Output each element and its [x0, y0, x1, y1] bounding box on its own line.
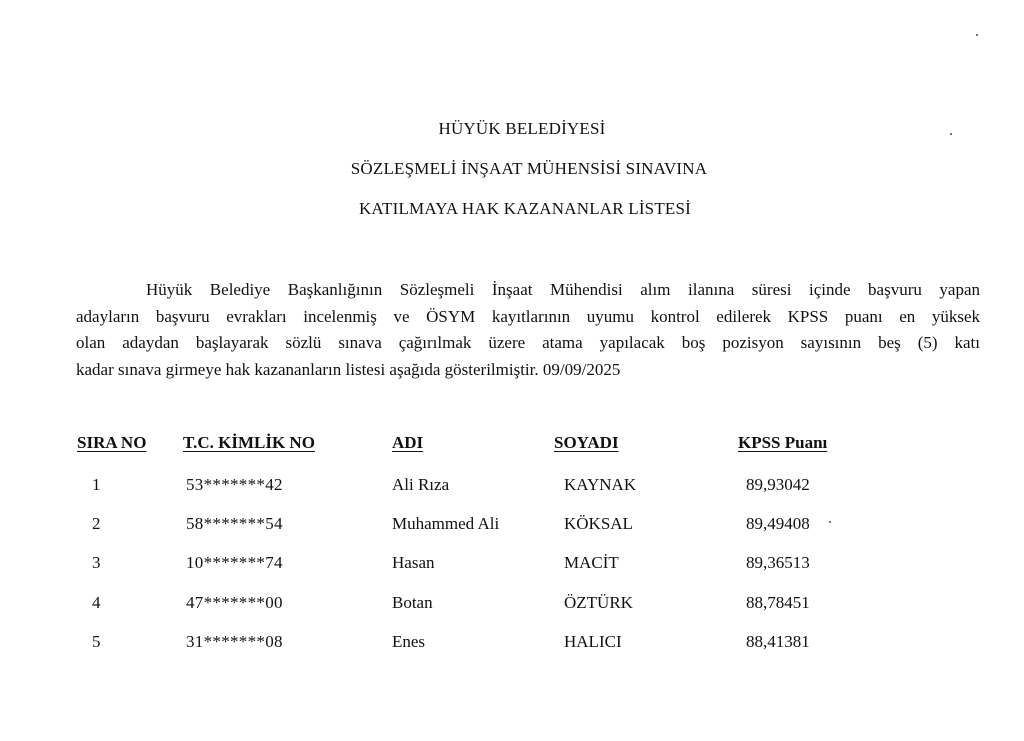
- cell-adi: Muhammed Ali: [392, 514, 500, 533]
- cell-soyadi: KÖKSAL: [564, 514, 633, 533]
- cell-soyadi: ÖZTÜRK: [564, 593, 633, 612]
- list-title: KATILMAYA HAK KAZANANLAR LİSTESİ: [358, 199, 692, 218]
- announcement-paragraph: [76, 277, 980, 383]
- cell-kpss: 88,78451: [746, 593, 810, 612]
- cell-soyadi: KAYNAK: [564, 475, 637, 494]
- cell-tc: 53*******42: [186, 475, 283, 494]
- cell-kpss: 89,36513: [746, 553, 810, 572]
- header-soyadi: SOYADI: [554, 433, 619, 452]
- header-tc-kimlik-no: T.C. KİMLİK NO: [183, 433, 315, 452]
- cell-soyadi: MACİT: [564, 553, 619, 572]
- cell-sira: 2: [92, 514, 101, 533]
- cell-sira: 3: [92, 553, 101, 572]
- cell-kpss: 89,49408: [746, 514, 810, 533]
- cell-kpss: 89,93042: [746, 475, 810, 494]
- cell-adi: Botan: [392, 593, 433, 612]
- cell-adi: Hasan: [392, 553, 435, 572]
- institution-title: HÜYÜK BELEDİYESİ: [438, 119, 606, 138]
- cell-sira: 1: [92, 475, 101, 494]
- cell-adi: Enes: [392, 632, 426, 651]
- paragraph-line: olan adaydan başlayarak sözlü sınava çağırılmak üzere atama yapılacak boş pozisyon sayısının beş (5) katı: [76, 333, 980, 352]
- cell-kpss: 88,41381: [746, 632, 810, 651]
- cell-tc: 10*******74: [186, 553, 283, 572]
- cell-tc: 47*******00: [186, 593, 283, 612]
- exam-title: SÖZLEŞMELİ İNŞAAT MÜHENSİSİ SINAVINA: [350, 159, 708, 178]
- cell-tc: 58*******54: [186, 514, 283, 533]
- header-adi: ADI: [392, 433, 424, 452]
- cell-tc: 31*******08: [186, 632, 283, 651]
- header-kpss-puani: KPSS Puanı: [738, 433, 828, 452]
- cell-adi: Ali Rıza: [392, 475, 450, 494]
- scan-speck: [950, 133, 952, 135]
- paragraph-line: kadar sınava girmeye hak kazananların listesi aşağıda gösterilmiştir. 09/09/2025: [76, 359, 621, 379]
- cell-sira: 5: [92, 632, 101, 651]
- cell-sira: 4: [92, 593, 101, 612]
- paragraph-line: Hüyük Belediye Başkanlığının Sözleşmeli İnşaat Mühendisi alım ilanına süresi içinde başvuru yapan: [146, 280, 980, 299]
- header-sira-no: SIRA NO: [77, 433, 147, 452]
- paragraph-line: adayların başvuru evrakları incelenmiş ve ÖSYM kayıtlarının uyumu kontrol edilerek KPSS puanı en yüksek: [76, 306, 980, 326]
- scan-speck: [976, 34, 978, 36]
- cell-soyadi: HALICI: [564, 632, 622, 651]
- scan-speck: [829, 521, 831, 523]
